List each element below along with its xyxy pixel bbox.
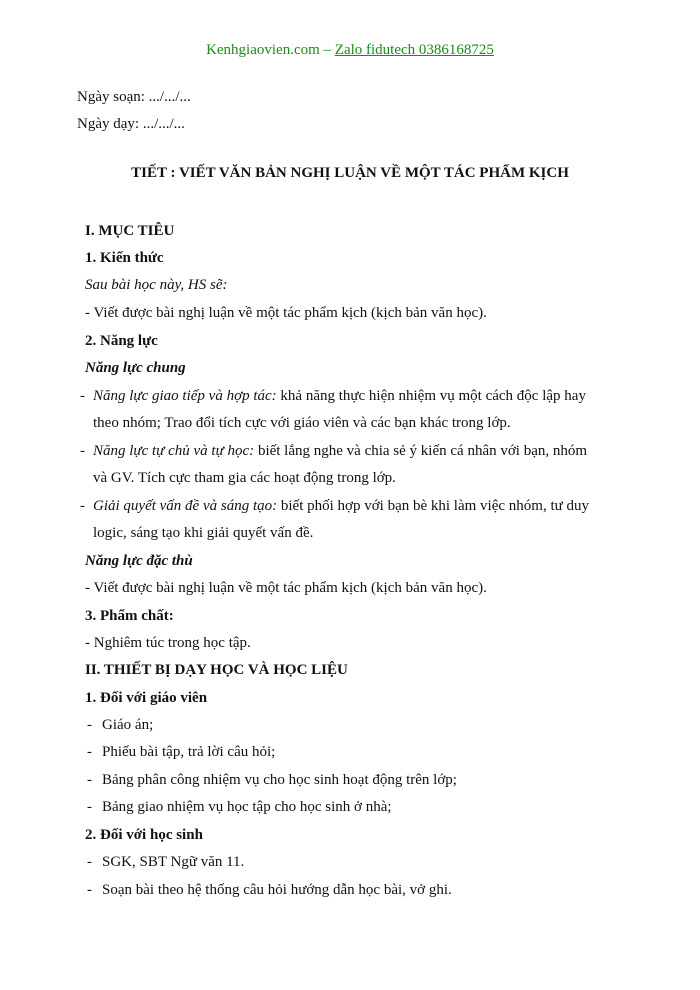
competence-item-cont: logic, sáng tạo khi giải quyết vấn đề.: [93, 525, 314, 541]
specific-competence-item: - Viết được bài nghị luận về một tác phẩm kịch (kịch bản văn học).: [85, 580, 487, 596]
competence-item: Năng lực giao tiếp và hợp tác: khả năng thực hiện nhiệm vụ một cách độc lập hay: [93, 388, 586, 404]
bullet-dash: -: [87, 744, 92, 760]
teacher-heading: 1. Đối với giáo viên: [85, 690, 208, 706]
competence-heading: 2. Năng lực: [85, 333, 158, 349]
bullet-dash: -: [87, 799, 92, 815]
bullet-dash: -: [80, 498, 85, 514]
quality-item: - Nghiêm túc trong học tập.: [85, 635, 251, 651]
general-competence-heading: Năng lực chung: [85, 360, 186, 376]
student-heading: 2. Đối với học sinh: [85, 827, 203, 843]
competence-item: Giải quyết vấn đề và sáng tạo: biết phối hợp với bạn bè khi làm việc nhóm, tư duy: [93, 498, 589, 514]
teach-date: Ngày dạy: .../.../...: [77, 116, 185, 132]
teacher-item: Phiếu bài tập, trả lời câu hỏi;: [102, 744, 276, 760]
bullet-dash: -: [80, 388, 85, 404]
page-header: [0, 42, 700, 59]
site-link[interactable]: Kenhgiaovien.com: [206, 42, 320, 58]
bullet-dash: -: [87, 772, 92, 788]
knowledge-intro: Sau bài học này, HS sẽ:: [85, 277, 228, 293]
lesson-title: TIẾT : VIẾT VĂN BẢN NGHỊ LUẬN VỀ MỘT TÁC PHẨM KỊCH: [131, 165, 569, 181]
teacher-item: Bảng giao nhiệm vụ học tập cho học sinh ở nhà;: [102, 799, 392, 815]
bullet-dash: -: [87, 717, 92, 733]
specific-competence-heading: Năng lực đặc thù: [85, 553, 193, 569]
prep-date: Ngày soạn: .../.../...: [77, 89, 191, 105]
bullet-dash: -: [87, 854, 92, 870]
teacher-item: Giáo án;: [102, 717, 154, 733]
student-item: Soạn bài theo hệ thống câu hỏi hướng dẫn học bài, vở ghi.: [102, 882, 452, 898]
competence-item: Năng lực tự chủ và tự học: biết lắng nghe và chia sẻ ý kiến cá nhân với bạn, nhóm: [93, 443, 588, 459]
quality-heading: 3. Phẩm chất:: [85, 608, 174, 624]
knowledge-item: - Viết được bài nghị luận về một tác phẩm kịch (kịch bản văn học).: [85, 305, 487, 321]
contact-link[interactable]: Zalo fidutech 0386168725: [334, 42, 494, 58]
teacher-item: Bảng phân công nhiệm vụ cho học sinh hoạt động trên lớp;: [102, 772, 457, 788]
knowledge-heading: 1. Kiến thức: [85, 250, 164, 266]
competence-item-cont: và GV. Tích cực tham gia các hoạt động trong lớp.: [93, 470, 396, 486]
student-item: SGK, SBT Ngữ văn 11.: [102, 854, 245, 870]
section2-heading: II. THIẾT BỊ DẠY HỌC VÀ HỌC LIỆU: [85, 662, 348, 678]
competence-item-cont: theo nhóm; Trao đổi tích cực với giáo viên và các bạn khác trong lớp.: [93, 415, 511, 431]
bullet-dash: -: [87, 882, 92, 898]
header-separator: –: [319, 42, 335, 58]
section1-heading: I. MỤC TIÊU: [85, 223, 175, 239]
bullet-dash: -: [80, 443, 85, 459]
